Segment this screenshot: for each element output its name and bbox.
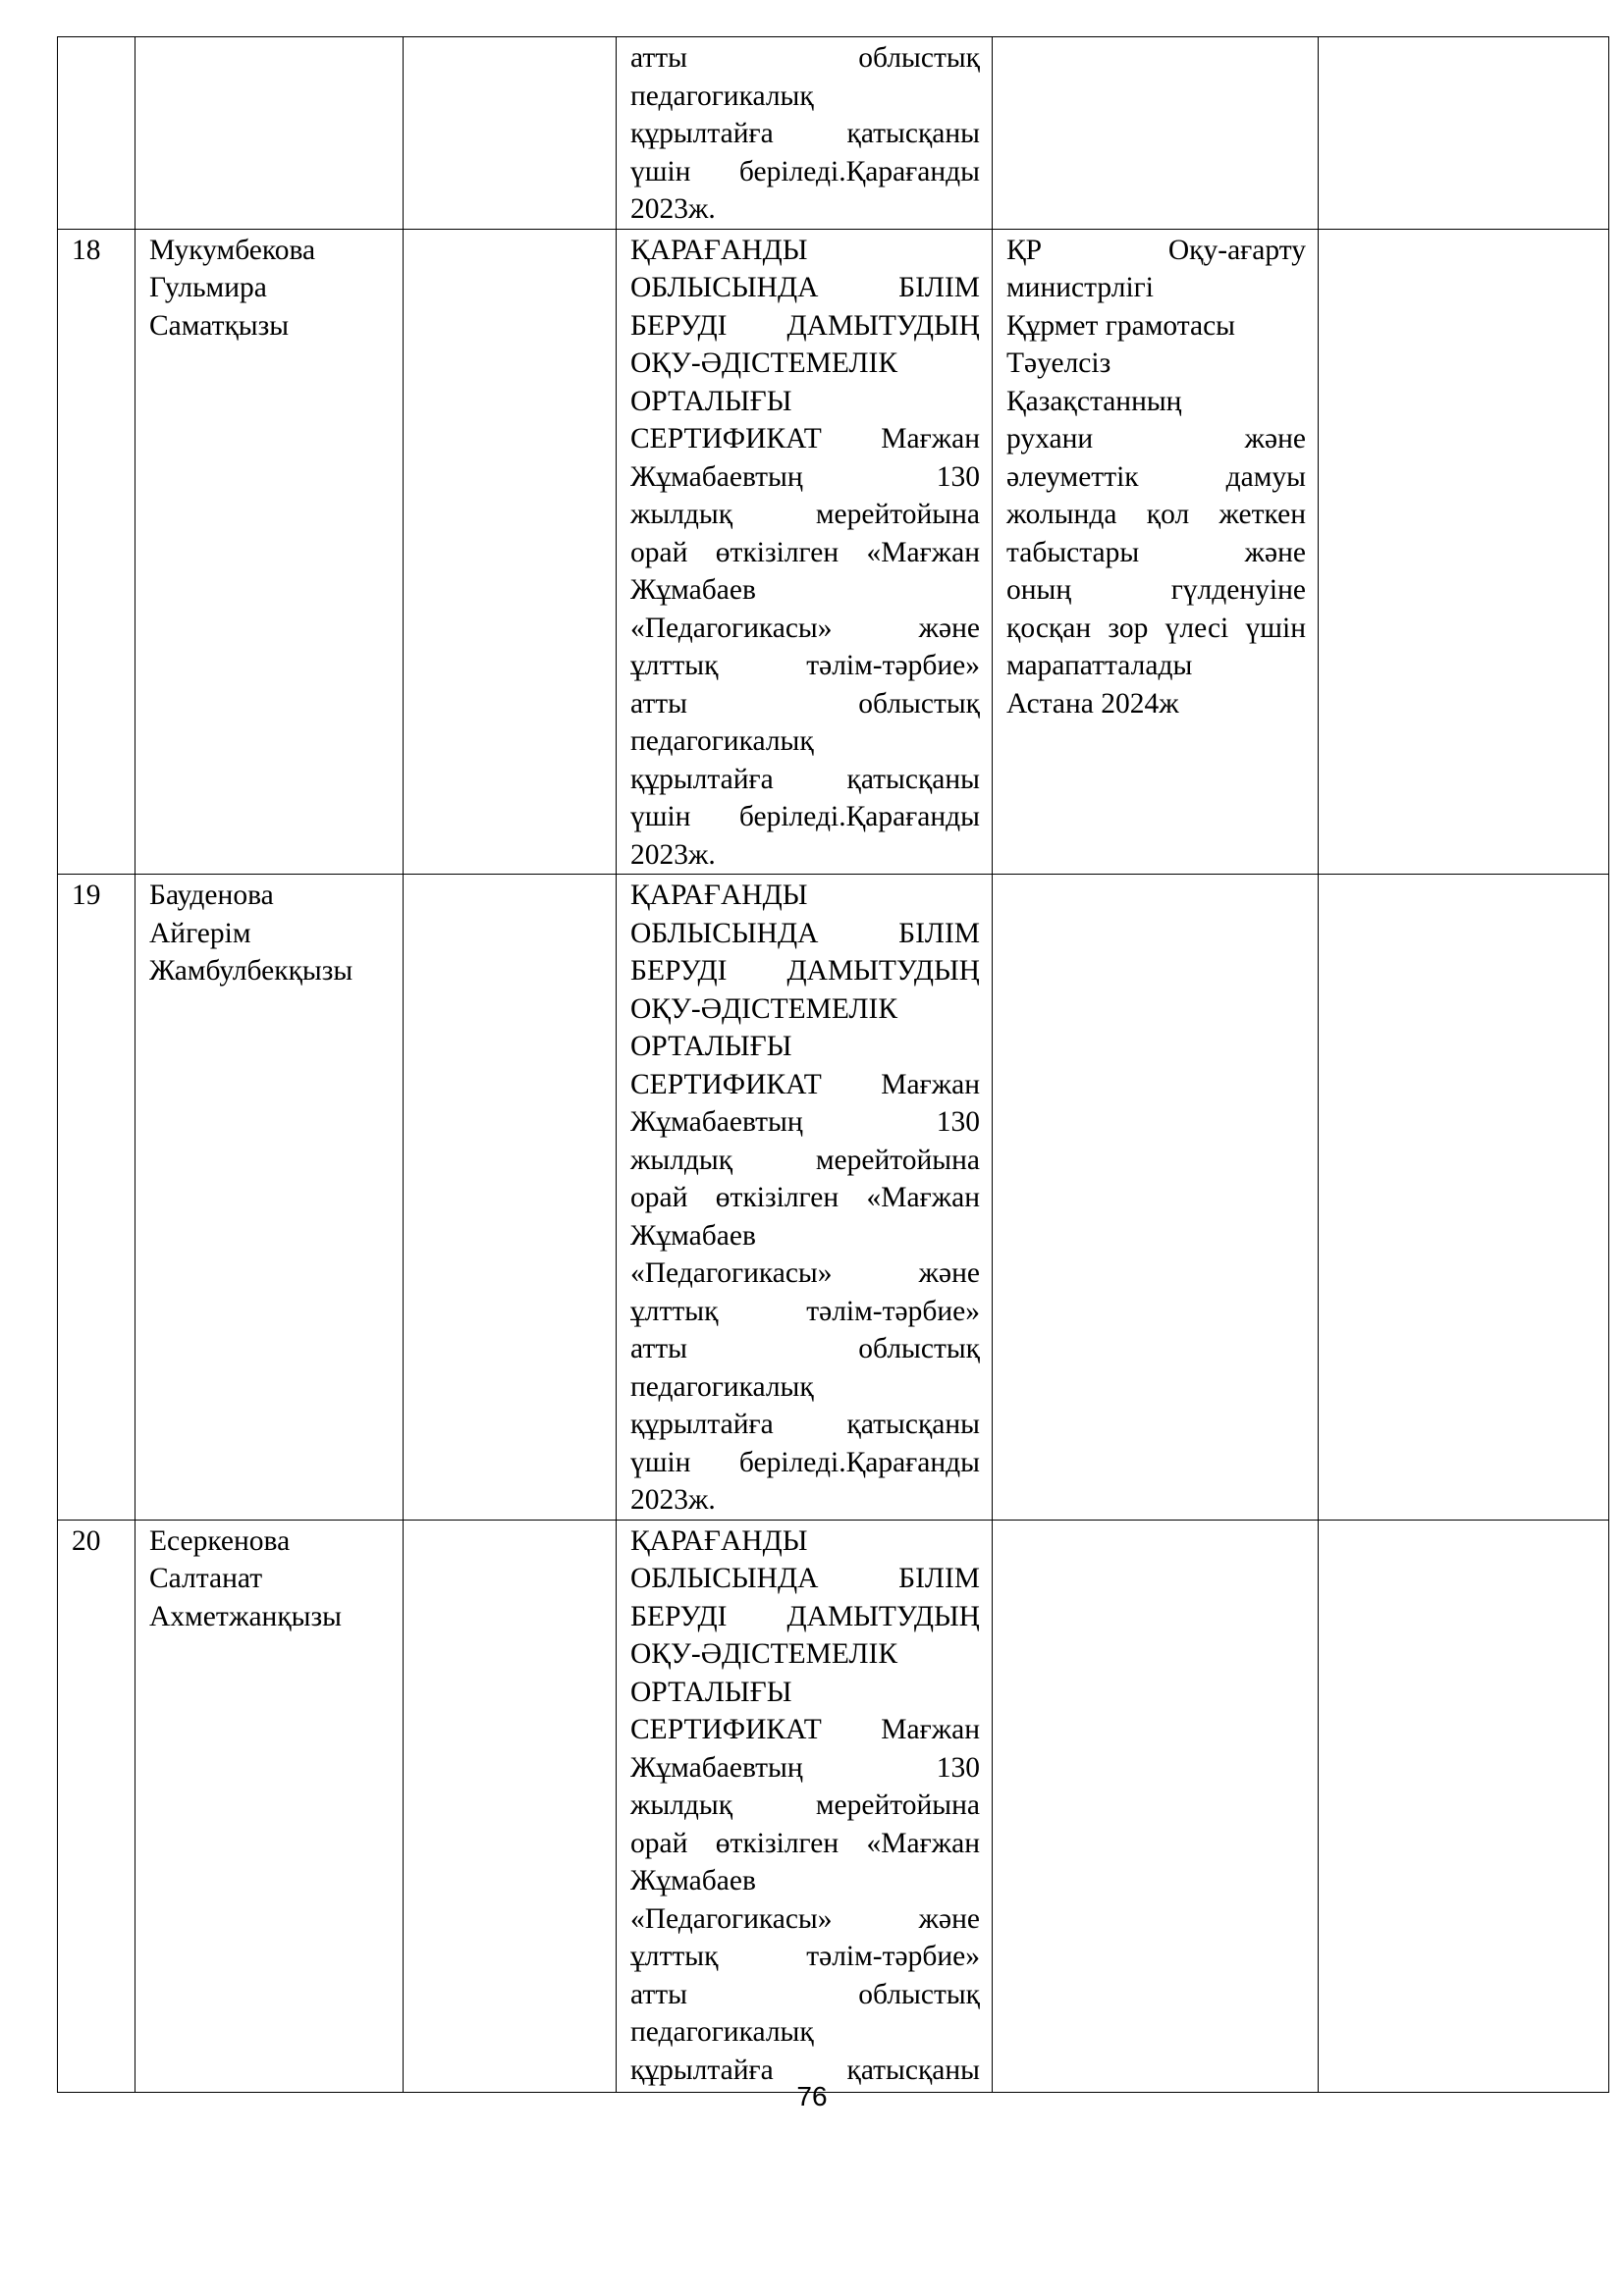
certificate-cell xyxy=(617,875,993,1521)
text-line: ОҚУ-ӘДІСТЕМЕЛІК xyxy=(630,1638,898,1670)
text-line: ОРТАЛЫҒЫ xyxy=(630,385,792,417)
text-line: СЕРТИФИКАТ Мағжан xyxy=(630,1714,980,1745)
award-cell xyxy=(993,229,1319,875)
text-line: атты облыстық xyxy=(630,687,980,720)
row-number: 18 xyxy=(58,229,135,875)
text-line: Жұмабаев xyxy=(630,574,756,606)
text-line: Бауденова xyxy=(149,880,274,911)
text-line: Жұмабаевтың 130 xyxy=(630,1751,980,1784)
text-line: Саматқызы xyxy=(149,309,290,342)
text-line: атты облыстық xyxy=(630,1978,980,2010)
text-line: рухани және xyxy=(1006,423,1306,454)
text-line: Ахметжанқызы xyxy=(149,1600,342,1632)
text-line: Айгерім xyxy=(149,917,251,949)
text-line: ОБЛЫСЫНДА БІЛІМ xyxy=(630,917,980,949)
cell-col3 xyxy=(404,1520,617,2092)
text-line: ОБЛЫСЫНДА БІЛІМ xyxy=(630,272,980,303)
text-line: Тәуелсіз xyxy=(1006,347,1111,379)
table-row xyxy=(58,1520,1609,2092)
text-line: құрылтайға қатысқаны xyxy=(630,763,980,795)
cell-col6 xyxy=(1319,229,1609,875)
cell-col3 xyxy=(404,875,617,1521)
text-line: ОБЛЫСЫНДА БІЛІМ xyxy=(630,1563,980,1594)
text-line: Жұмабаев xyxy=(630,1865,756,1896)
text-line: «Педагогикасы» және xyxy=(630,612,980,644)
text-line: әлеуметтік дамуы xyxy=(1006,460,1306,493)
text-line: үшін беріледі.Қарағанды xyxy=(630,1446,980,1478)
text-line: ұлттық тәлім-тәрбие» xyxy=(630,650,980,681)
text-line: ОҚУ-ӘДІСТЕМЕЛІК xyxy=(630,347,898,379)
text-line: жолында қол жеткен xyxy=(1006,499,1306,530)
text-line: оның гүлденуіне xyxy=(1006,574,1306,606)
text-line: үшін беріледі.Қарағанды xyxy=(630,155,980,187)
text-line: табыстары және xyxy=(1006,536,1306,568)
text-line: 2023ж. xyxy=(630,193,716,225)
cell-col3 xyxy=(404,37,617,230)
text-line: жылдық мерейтойына xyxy=(630,499,980,530)
text-line: ҚАРАҒАНДЫ xyxy=(630,880,808,911)
table-row xyxy=(58,37,1609,230)
person-name xyxy=(135,1520,404,2092)
text-line: Астана 2024ж xyxy=(1006,687,1179,720)
text-line: жылдық мерейтойына xyxy=(630,1144,980,1176)
text-line: Жұмабаев xyxy=(630,1219,756,1252)
text-line: Есеркенова xyxy=(149,1524,291,1557)
text-line: Қазақстанның xyxy=(1006,385,1182,417)
text-line: Мукумбекова xyxy=(149,234,316,266)
cell-col3 xyxy=(404,229,617,875)
row-number: 19 xyxy=(58,875,135,1521)
cell-col6 xyxy=(1319,875,1609,1521)
text-line: жылдық мерейтойына xyxy=(630,1789,980,1821)
person-name xyxy=(135,37,404,230)
text-line: ОРТАЛЫҒЫ xyxy=(630,1031,792,1062)
table-row xyxy=(58,229,1609,875)
text-line: «Педагогикасы» және xyxy=(630,1257,980,1289)
award-cell xyxy=(993,37,1319,230)
records-table xyxy=(57,36,1609,2093)
text-line: Гульмира xyxy=(149,272,267,303)
text-line: марапатталады xyxy=(1006,650,1193,681)
text-line: орай өткізілген «Мағжан xyxy=(630,1827,980,1859)
text-line: Жамбулбекқызы xyxy=(149,955,353,987)
row-number: 20 xyxy=(58,1520,135,2092)
text-line: құрылтайға қатысқаны xyxy=(630,1409,980,1440)
text-line: БЕРУДІ ДАМЫТУДЫҢ xyxy=(630,955,980,987)
text-line: педагогикалық xyxy=(630,2016,814,2048)
cell-col6 xyxy=(1319,37,1609,230)
text-line: Салтанат xyxy=(149,1563,263,1594)
text-line: ҚАРАҒАНДЫ xyxy=(630,1524,808,1557)
text-line: БЕРУДІ ДАМЫТУДЫҢ xyxy=(630,1600,980,1632)
text-line: СЕРТИФИКАТ Мағжан xyxy=(630,423,980,454)
text-line: құрылтайға қатысқаны xyxy=(630,118,980,149)
text-line: үшін беріледі.Қарағанды xyxy=(630,801,980,832)
text-line: Құрмет грамотасы xyxy=(1006,309,1235,342)
table-row xyxy=(58,875,1609,1521)
text-line: «Педагогикасы» және xyxy=(630,1902,980,1935)
text-line: құрылтайға қатысқаны xyxy=(630,2054,980,2086)
text-line: ҚАРАҒАНДЫ xyxy=(630,234,808,266)
row-number xyxy=(58,37,135,230)
text-line: атты облыстық xyxy=(630,1333,980,1364)
text-line: Жұмабаевтың 130 xyxy=(630,1106,980,1138)
text-line: педагогикалық xyxy=(630,1370,814,1403)
text-line: қосқан зор үлесі үшін xyxy=(1006,612,1306,644)
text-line: орай өткізілген «Мағжан xyxy=(630,536,980,568)
person-name xyxy=(135,229,404,875)
text-line: БЕРУДІ ДАМЫТУДЫҢ xyxy=(630,309,980,342)
records-table-body xyxy=(58,37,1609,2093)
text-line: СЕРТИФИКАТ Мағжан xyxy=(630,1068,980,1100)
text-line: Жұмабаевтың 130 xyxy=(630,460,980,493)
text-line: 2023ж. xyxy=(630,838,716,871)
text-line: орай өткізілген «Мағжан xyxy=(630,1182,980,1213)
text-line: педагогикалық xyxy=(630,725,814,757)
cell-col6 xyxy=(1319,1520,1609,2092)
certificate-cell xyxy=(617,37,993,230)
text-line: ОҚУ-ӘДІСТЕМЕЛІК xyxy=(630,992,898,1025)
page-number: 76 xyxy=(796,2081,828,2111)
certificate-cell xyxy=(617,229,993,875)
text-line: атты облыстық xyxy=(630,42,980,74)
text-line: ұлттық тәлім-тәрбие» xyxy=(630,1295,980,1327)
award-cell xyxy=(993,1520,1319,2092)
text-line: ОРТАЛЫҒЫ xyxy=(630,1676,792,1708)
text-line: 2023ж. xyxy=(630,1484,716,1516)
text-line: ұлттық тәлім-тәрбие» xyxy=(630,1941,980,1972)
award-cell xyxy=(993,875,1319,1521)
person-name xyxy=(135,875,404,1521)
text-line: министрлігі xyxy=(1006,272,1154,303)
certificate-cell xyxy=(617,1520,993,2092)
text-line: ҚР Оқу-ағарту xyxy=(1006,234,1306,266)
text-line: педагогикалық xyxy=(630,80,814,112)
